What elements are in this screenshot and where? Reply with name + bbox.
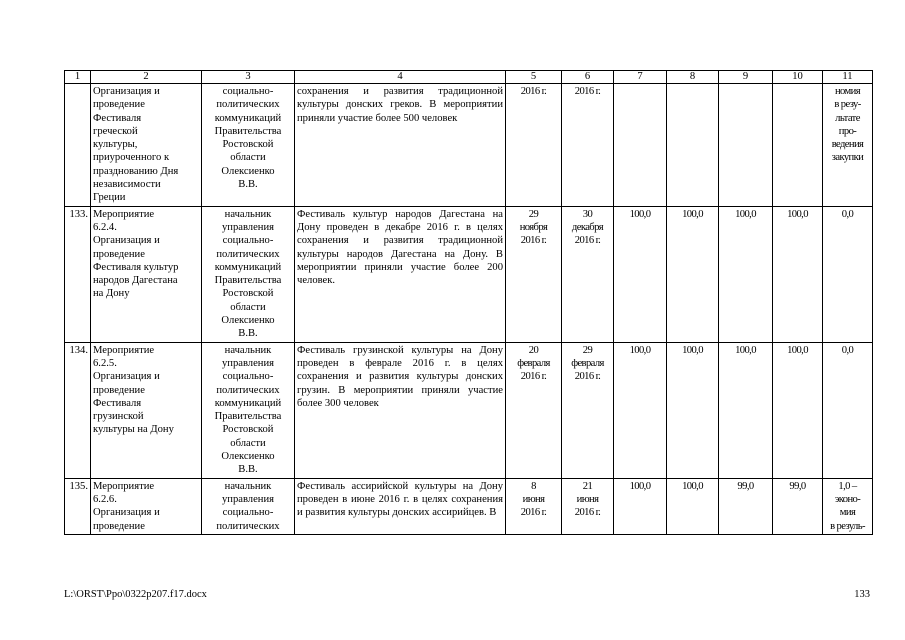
note-line: 0,0 <box>841 344 854 356</box>
responsible-person-line: управления <box>221 357 275 369</box>
responsible-person-line: Ростовской <box>222 424 274 436</box>
responsible-person-line: политических <box>216 520 280 532</box>
responsible-person-line: коммуникаций <box>214 261 282 273</box>
responsible-person-line: начальник <box>224 480 272 492</box>
responsible-person-line: Ростовской <box>222 139 274 151</box>
responsible-person <box>202 206 295 342</box>
result-description <box>295 342 506 478</box>
start-date-line: 20 <box>528 344 539 356</box>
result-description-line: Фестиваль ассирийской культуры на Дону проведен в июне 2016 г. в целях сохранения и развития культуры донских ассирийцев. В <box>297 480 503 519</box>
activity-name-line: Организация и <box>93 86 160 97</box>
start-date-line: 29 <box>528 208 539 220</box>
note <box>823 342 873 478</box>
note-line: мия <box>839 507 856 519</box>
column-number: 5 <box>506 71 562 84</box>
activity-name-line: проведение <box>93 248 145 260</box>
responsible-person-line: социально- <box>222 371 274 383</box>
table-row <box>65 206 873 342</box>
value-col-9 <box>719 84 773 207</box>
responsible-person-line: социально- <box>222 235 274 247</box>
end-date-line: 2016 г. <box>574 371 601 383</box>
note-line: ведения <box>831 139 864 151</box>
activity-name-line: празднованию Дня <box>93 165 179 177</box>
row-number: 133. <box>65 206 91 342</box>
value-col-10 <box>773 84 823 207</box>
result-description-line: сохранения и развития традиционной культуры донских греков. В мероприятии приняли участие более 500 человек <box>297 86 503 124</box>
result-description <box>295 478 506 534</box>
activity-name-line: Фестиваля <box>93 112 142 124</box>
activity-name-line: независимости <box>93 179 161 191</box>
end-date-line: июня <box>576 493 599 505</box>
end-date-line: 2016 г. <box>574 507 601 519</box>
responsible-person-line: коммуникаций <box>214 397 282 409</box>
activity-name-line: 6.2.4. <box>93 221 117 233</box>
column-number: 8 <box>667 71 719 84</box>
note <box>823 478 873 534</box>
value-col-9: 99,0 <box>719 478 773 534</box>
note-line: закупки <box>831 152 864 164</box>
result-description-line: Фестиваль культур народов Дагестана на Дону проведен в декабре 2016 г. в целях сохранения и развития традиционной культуры народов Дагестана на Дону. В мероприятии приняли участие более 200 человек. <box>297 208 503 287</box>
responsible-person-line: политических <box>216 248 280 260</box>
activity-name-line: 6.2.6. <box>93 493 117 505</box>
activity-name-line: культуры на Дону <box>93 424 174 436</box>
activity-name-line: грузинской <box>93 411 144 423</box>
responsible-person-line: управления <box>221 221 275 233</box>
responsible-person-line: социально- <box>222 507 274 519</box>
value-col-7: 100,0 <box>614 342 667 478</box>
value-col-8: 100,0 <box>667 478 719 534</box>
table-row <box>65 84 873 207</box>
responsible-person-line: политических <box>216 99 280 111</box>
responsible-person <box>202 342 295 478</box>
table-row <box>65 478 873 534</box>
activity-name-line: культуры, <box>93 139 138 151</box>
responsible-person-line: Ростовской <box>222 288 274 300</box>
responsible-person-line: области <box>230 301 266 313</box>
activity-name <box>91 478 202 534</box>
value-col-8: 100,0 <box>667 342 719 478</box>
note-line: в резу- <box>834 99 861 111</box>
start-date-line: 2016 г. <box>520 371 547 383</box>
end-date-line: 21 <box>582 480 593 492</box>
start-date-line: 2016 г. <box>520 507 547 519</box>
end-date <box>562 478 614 534</box>
column-number: 4 <box>295 71 506 84</box>
responsible-person-line: области <box>230 152 266 164</box>
activity-name-line: проведение <box>93 520 145 532</box>
start-date-line: июня <box>522 493 545 505</box>
start-date <box>506 84 562 207</box>
value-col-10: 100,0 <box>773 342 823 478</box>
end-date-line: 2016 г. <box>574 235 601 247</box>
activity-name-line: на Дону <box>93 288 130 300</box>
activity-name-line: Мероприятие <box>93 344 155 356</box>
activity-name-line: Организация и <box>93 235 160 247</box>
note-line: в резуль- <box>830 520 865 532</box>
start-date-line: 2016 г. <box>520 235 547 247</box>
value-col-10: 100,0 <box>773 206 823 342</box>
end-date-line: февраля <box>571 357 604 369</box>
column-number: 3 <box>202 71 295 84</box>
responsible-person-line: управления <box>221 493 275 505</box>
result-description-line: Фестиваль грузинской культуры на Дону проведен в феврале 2016 г. в целях сохранения и развития культуры донских грузин. В мероприятии приняли участие более 300 человек <box>297 344 503 409</box>
responsible-person-line: социально- <box>222 86 274 97</box>
responsible-person-line: Правительства <box>214 125 282 137</box>
responsible-person-line: Олексиенко <box>221 315 275 327</box>
end-date-line: 30 <box>582 208 593 220</box>
column-number: 10 <box>773 71 823 84</box>
page-number: 133 <box>854 589 870 600</box>
activity-name <box>91 206 202 342</box>
results-table <box>64 70 873 535</box>
note-line: про- <box>838 125 857 137</box>
table-row <box>65 342 873 478</box>
end-date <box>562 206 614 342</box>
value-col-8 <box>667 84 719 207</box>
note-line: номия <box>834 86 860 97</box>
note <box>823 206 873 342</box>
responsible-person-line: политических <box>216 384 280 396</box>
responsible-person-line: начальник <box>224 208 272 220</box>
start-date-line: 8 <box>531 480 536 492</box>
responsible-person <box>202 84 295 207</box>
end-date-line: 2016 г. <box>574 86 601 97</box>
responsible-person-line: В.В. <box>238 328 258 340</box>
start-date <box>506 342 562 478</box>
column-number: 7 <box>614 71 667 84</box>
value-col-8: 100,0 <box>667 206 719 342</box>
start-date <box>506 206 562 342</box>
note-line: льтате <box>835 112 860 124</box>
start-date-line: февраля <box>517 357 550 369</box>
column-number: 6 <box>562 71 614 84</box>
responsible-person-line: начальник <box>224 344 272 356</box>
activity-name-line: приуроченного к <box>93 152 170 164</box>
activity-name-line: 6.2.5. <box>93 357 117 369</box>
activity-name <box>91 84 202 207</box>
row-number <box>65 84 91 207</box>
activity-name-line: Мероприятие <box>93 208 155 220</box>
column-number: 9 <box>719 71 773 84</box>
end-date <box>562 342 614 478</box>
responsible-person-line: области <box>230 437 266 449</box>
activity-name-line: греческой <box>93 125 138 137</box>
start-date <box>506 478 562 534</box>
responsible-person-line: Правительства <box>214 411 282 423</box>
start-date-line: ноября <box>519 221 548 233</box>
responsible-person-line: В.В. <box>238 179 258 191</box>
value-col-10: 99,0 <box>773 478 823 534</box>
activity-name-line: Организация и <box>93 371 160 383</box>
result-description <box>295 84 506 207</box>
column-number: 11 <box>823 71 873 84</box>
column-number: 1 <box>65 71 91 84</box>
responsible-person <box>202 478 295 534</box>
result-description <box>295 206 506 342</box>
activity-name-line: проведение <box>93 384 145 396</box>
value-col-9: 100,0 <box>719 206 773 342</box>
activity-name-line: проведение <box>93 99 145 111</box>
value-col-7: 100,0 <box>614 478 667 534</box>
activity-name-line: Греции <box>93 192 126 204</box>
responsible-person-line: коммуникаций <box>214 112 282 124</box>
note <box>823 84 873 207</box>
value-col-7: 100,0 <box>614 206 667 342</box>
note-line: эконо- <box>834 493 861 505</box>
start-date-line: 2016 г. <box>520 86 547 97</box>
row-number: 134. <box>65 342 91 478</box>
end-date-line: 29 <box>582 344 593 356</box>
note-line: 0,0 <box>841 208 854 220</box>
row-number: 135. <box>65 478 91 534</box>
activity-name <box>91 342 202 478</box>
end-date-line: декабря <box>571 221 604 233</box>
activity-name-line: Фестиваля <box>93 397 142 409</box>
activity-name-line: Организация и <box>93 507 160 519</box>
value-col-7 <box>614 84 667 207</box>
column-number-row <box>65 71 873 84</box>
activity-name-line: народов Дагестана <box>93 275 178 287</box>
responsible-person-line: Правительства <box>214 275 282 287</box>
note-line: 1,0 – <box>838 480 857 492</box>
activity-name-line: Мероприятие <box>93 480 155 492</box>
activity-name-line: Фестиваля культур <box>93 261 179 273</box>
column-number: 2 <box>91 71 202 84</box>
responsible-person-line: Олексиенко <box>221 165 275 177</box>
responsible-person-line: В.В. <box>238 464 258 476</box>
value-col-9: 100,0 <box>719 342 773 478</box>
responsible-person-line: Олексиенко <box>221 451 275 463</box>
end-date <box>562 84 614 207</box>
file-path: L:\ORST\Ppo\0322p207.f17.docx <box>64 589 207 600</box>
